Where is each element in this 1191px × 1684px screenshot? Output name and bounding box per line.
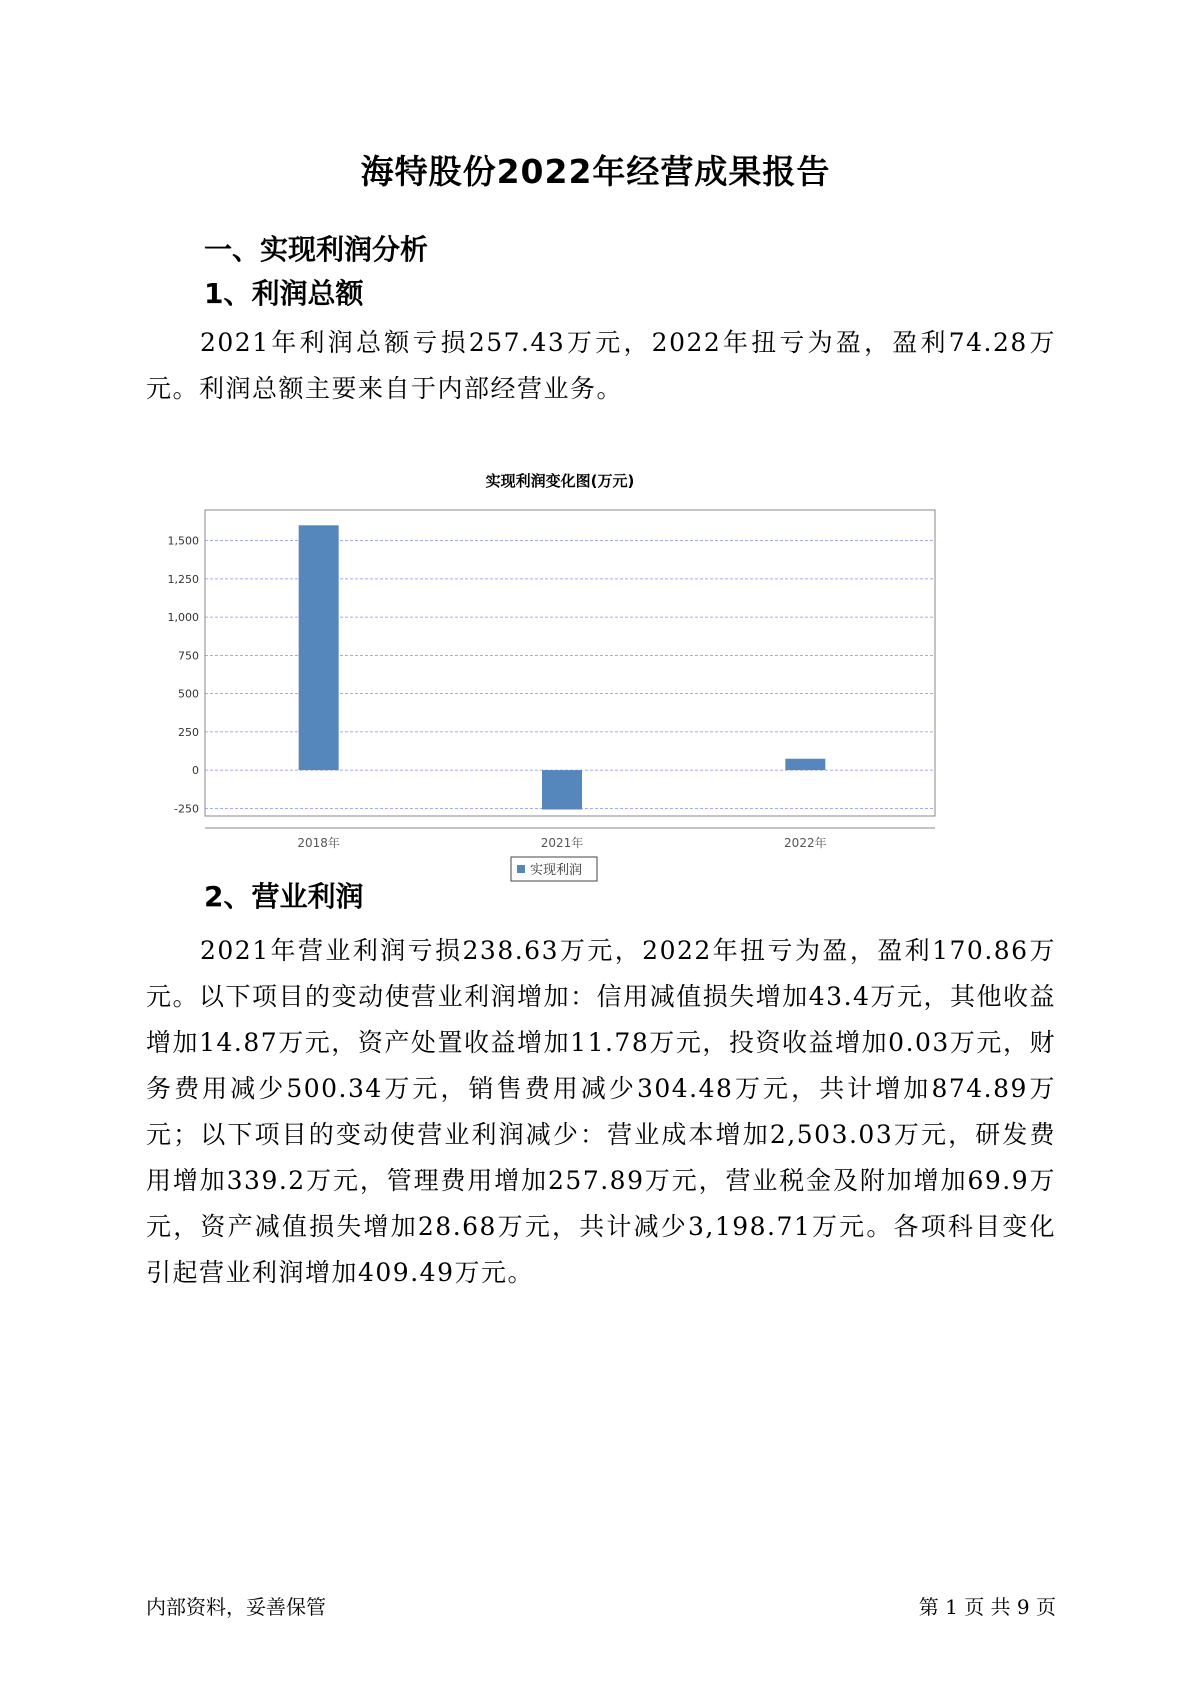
subheading-operating-profit: 2、营业利润 [204,880,364,913]
bar [299,525,339,770]
y-tick-label: 500 [178,687,199,701]
profit-chart-svg [160,458,1030,918]
page-label-prefix: 第 [918,1595,939,1619]
subheading-total-profit: 1、利润总额 [204,277,364,310]
paragraph-total-profit: 2021年利润总额亏损257.43万元，2022年扭亏为盈，盈利74.28万元。利润总额主要来自于内部经营业务。 [146,328,1056,403]
paragraph-operating-profit: 2021年营业利润亏损238.63万元，2022年扭亏为盈，盈利170.86万元。以下项目的变动使营业利润增加：信用减值损失增加43.4万元，其他收益增加14.87万元，资产处置收益增加11.78万元，投资收益增加0.03万元，财务费用减少500.34万元，销售费用减少304.48万元，共计增加874.89万元；以下项目的变动使营业利润减少：营业成本增加2,503.03万元，研发费用增加339.2万元，管理费用增加257.89万元，营业税金及附加增加69.9万元，资产减值损失增加28.68万元，共计减少3,198.71万元。各项科目变化引起营业利润增加409.49万元。 [146,936,1056,1287]
page-label-mid: 页 共 [964,1595,1011,1619]
bar [542,770,582,809]
footer-confidential-note: 内部资料，妥善保管 [146,1595,326,1619]
bar [785,759,825,770]
x-tick-label: 2022年 [784,836,827,850]
chart-title: 实现利润变化图(万元) [485,472,635,490]
x-tick-label: 2021年 [540,836,584,850]
footer-page-number [919,1591,1056,1620]
legend [511,857,597,881]
y-tick-label: 1,000 [167,611,199,625]
current-page: 1 [945,1595,958,1619]
document-title: 海特股份2022年经营成果报告 [360,152,831,191]
y-tick-label: 1,500 [167,534,199,548]
y-tick-label: -250 [174,802,199,816]
page-label-suffix: 页 [1036,1595,1056,1619]
legend-swatch [517,865,525,873]
total-pages: 9 [1016,1595,1030,1619]
y-tick-label: 1,250 [167,572,199,586]
x-axis-ticks [297,835,826,850]
legend-label: 实现利润 [530,863,583,878]
profit-chart [160,458,1030,918]
y-tick-label: 0 [192,764,199,778]
section-heading-profit-analysis: 一、实现利润分析 [204,233,429,266]
y-axis-ticks [168,535,200,816]
y-tick-label: 750 [178,649,199,663]
y-tick-label: 250 [178,725,199,739]
x-tick-label: 2018年 [297,836,340,850]
